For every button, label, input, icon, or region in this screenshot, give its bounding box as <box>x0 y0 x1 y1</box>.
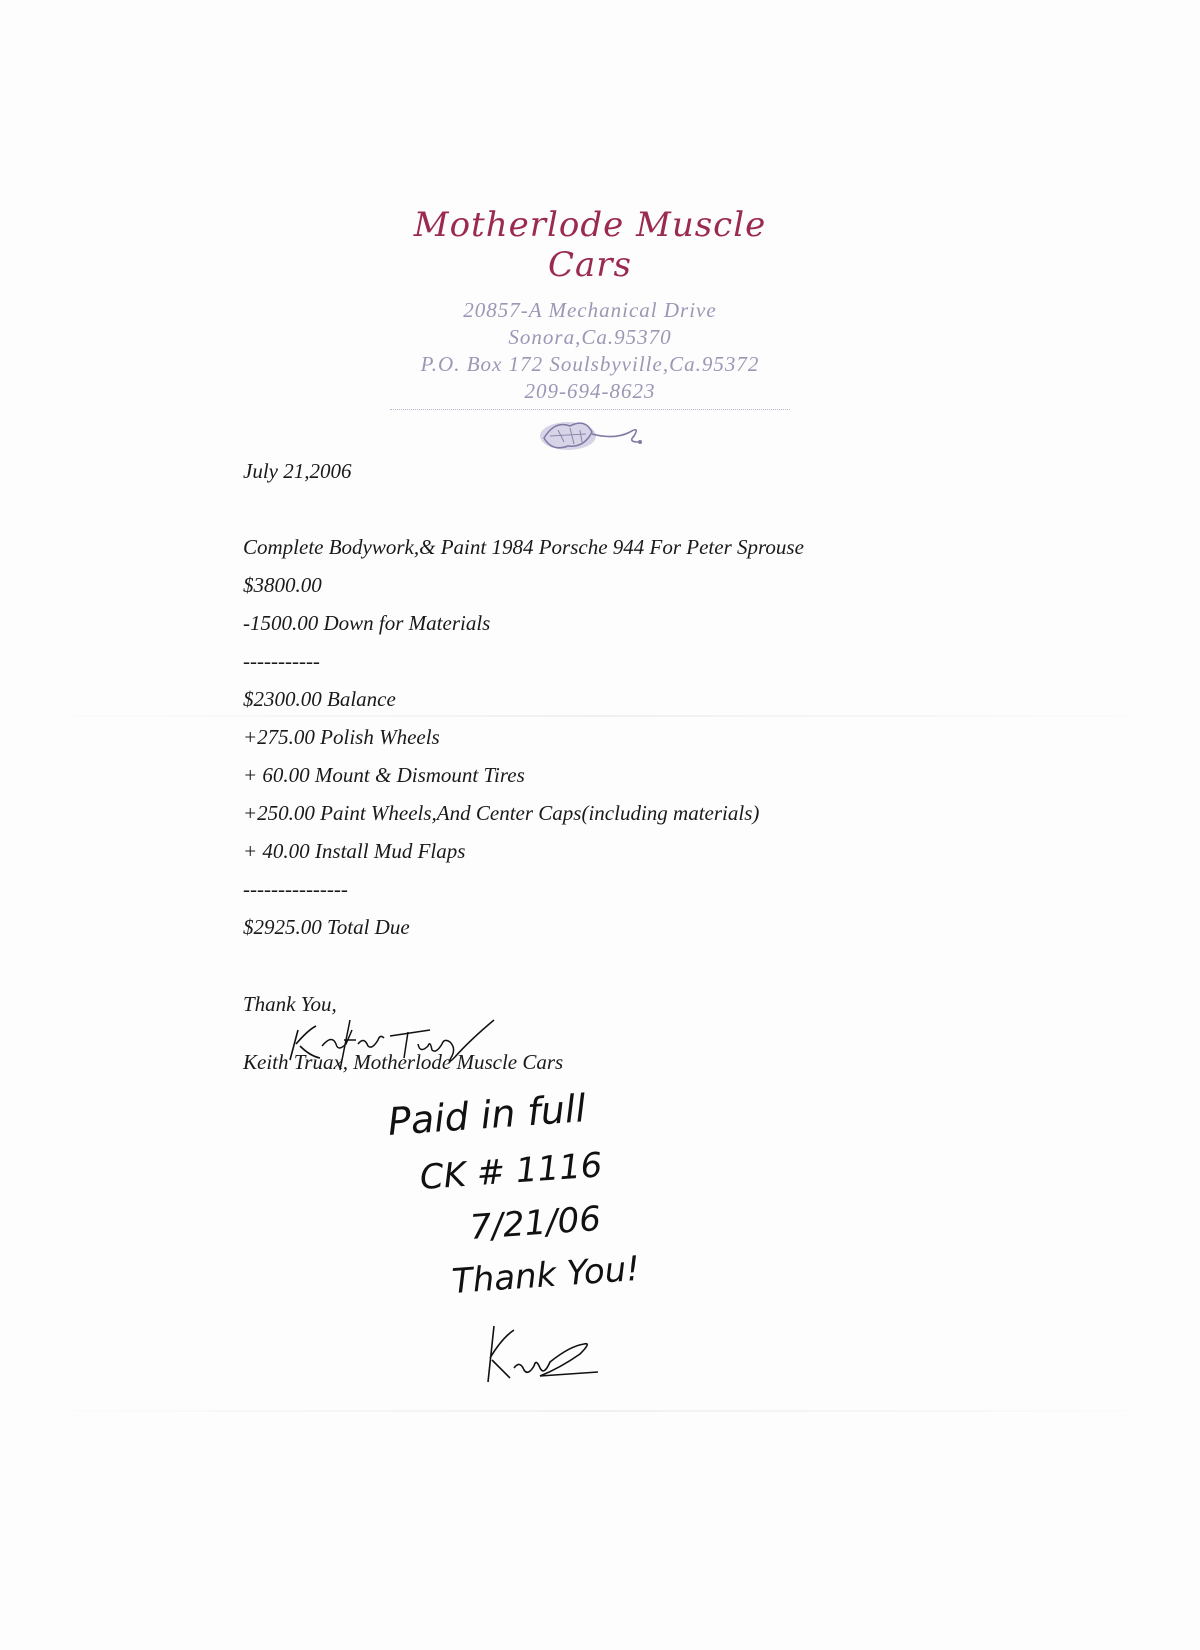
line-item: + 60.00 Mount & Dismount Tires <box>243 763 525 787</box>
paid-in-full-note: Paid in full <box>386 1086 588 1144</box>
divider <box>390 409 790 410</box>
line-item: + 40.00 Install Mud Flaps <box>243 839 466 863</box>
separator-line: ----------- <box>243 649 320 673</box>
line-item: +250.00 Paint Wheels,And Center Caps(including materials) <box>243 801 760 825</box>
closing: Thank You, <box>243 992 337 1016</box>
signer-name: Keith Truax, Motherlode Muscle Cars <box>243 1050 564 1074</box>
job-description: Complete Bodywork,& Paint 1984 Porsche 944 For Peter Sprouse <box>243 535 804 559</box>
invoice-date: July 21,2006 <box>243 459 352 483</box>
po-box-line: P.O. Box 172 Soulsbyville,Ca.95372 <box>420 352 760 376</box>
phone-number: 209-694-8623 <box>524 379 656 403</box>
thank-you-note: Thank You! <box>450 1248 642 1302</box>
address-line: Sonora,Ca.95370 <box>508 325 672 349</box>
company-name: Motherlode Muscle Cars <box>413 205 767 285</box>
fold-line <box>0 1410 1200 1412</box>
total-due: $2925.00 Total Due <box>243 915 410 939</box>
paid-date-note: 7/21/06 <box>468 1198 603 1248</box>
line-item: +275.00 Polish Wheels <box>243 725 440 749</box>
check-number-note: CK # 1116 <box>418 1145 604 1198</box>
address-line: 20857-A Mechanical Drive <box>463 298 717 322</box>
line-item: -1500.00 Down for Materials <box>243 611 491 635</box>
letterhead <box>380 205 800 410</box>
line-item: $3800.00 <box>243 573 322 597</box>
separator-line: --------------- <box>243 877 348 901</box>
leaf-ornament-icon <box>530 412 665 462</box>
fold-line <box>0 715 1200 717</box>
line-item: $2300.00 Balance <box>243 687 396 711</box>
initial-signature <box>480 1318 620 1388</box>
